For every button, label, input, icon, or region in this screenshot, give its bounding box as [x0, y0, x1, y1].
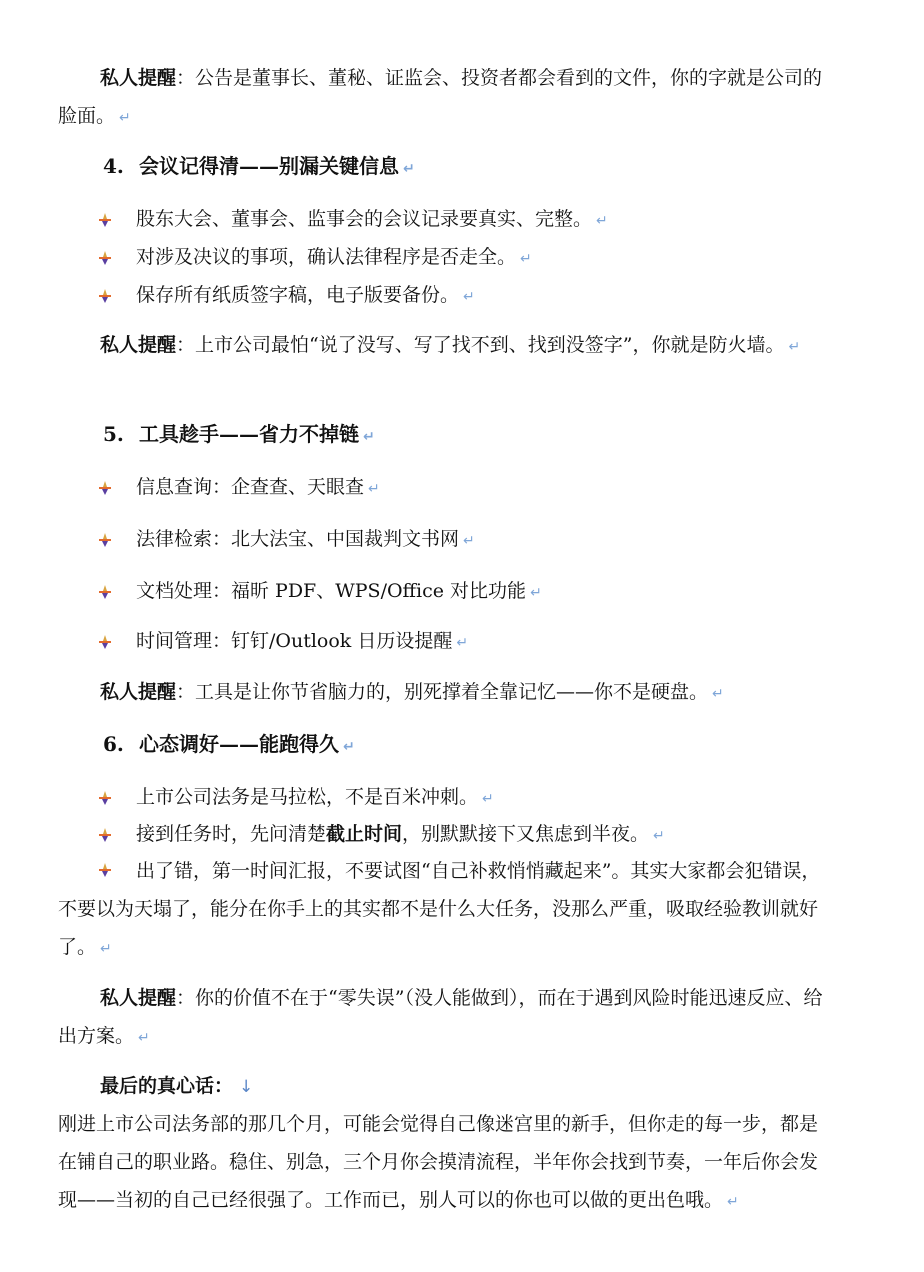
- list-item: 上市公司法务是马拉松，不是百米冲刺。 ↵: [98, 782, 494, 814]
- bullet-icon: [98, 481, 136, 495]
- bullet-icon: [98, 585, 136, 599]
- reminder-label: 私人提醒: [100, 681, 177, 703]
- section-heading-6: 6. 心态调好——能跑得久 ↵: [103, 732, 355, 756]
- bullet-icon: [98, 251, 136, 265]
- list-item: 股东大会、董事会、监事会的会议记录要真实、完整。 ↵: [98, 204, 608, 236]
- reminder-text: 公告是董事长、董秘、证监会、投资者都会看到的文件，你的字就是公司的脸面。: [58, 67, 823, 127]
- bullet-icon: [98, 791, 136, 805]
- list-item: 接到任务时，先问清楚截止时间，别默默接下又焦虑到半夜。 ↵: [98, 819, 665, 851]
- bullet-icon: [98, 635, 136, 649]
- list-item: 信息查询：企查查、天眼查 ↵: [98, 472, 380, 504]
- reminder-text: 工具是让你节省脑力的，别死撑着全靠记忆——你不是硬盘。: [195, 681, 709, 703]
- reminder-paragraph-4: 私人提醒：你的价值不在于“零失误”（没人能做到），而在于遇到风险时能迅速反应、给出方案。 ↵: [58, 987, 823, 1047]
- list-item: 时间管理：钉钉/Outlook 日历设提醒 ↵: [98, 626, 468, 658]
- bullet-icon: [98, 213, 136, 227]
- bullet-icon: [98, 852, 136, 890]
- paragraph-mark-icon: ↵: [403, 161, 415, 177]
- list-item: 保存所有纸质签字稿，电子版要备份。 ↵: [98, 280, 475, 312]
- reminder-text: 上市公司最怕“说了没写、写了找不到、找到没签字”，你就是防火墙。: [195, 334, 785, 356]
- reminder-paragraph-3: 私人提醒：工具是让你节省脑力的，别死撑着全靠记忆——你不是硬盘。 ↵: [100, 681, 724, 703]
- final-heading: 最后的真心话： ↓: [100, 1075, 254, 1097]
- paragraph-mark-icon: ↵: [119, 110, 131, 126]
- bullet-icon: [98, 828, 136, 842]
- line-break-arrow-icon: ↓: [239, 1077, 254, 1097]
- section-heading-5: 5. 工具趁手——省力不掉链 ↵: [103, 422, 375, 446]
- emphasis-text: 截止时间: [326, 823, 403, 845]
- section-heading-4: 4. 会议记得清——别漏关键信息 ↵: [103, 154, 415, 178]
- reminder-label: 私人提醒: [100, 987, 177, 1009]
- reminder-label: 私人提醒: [100, 334, 177, 356]
- list-item: 对涉及决议的事项，确认法律程序是否走全。 ↵: [98, 242, 532, 274]
- bullet-icon: [98, 289, 136, 303]
- reminder-paragraph-2: 私人提醒：上市公司最怕“说了没写、写了找不到、找到没签字”，你就是防火墙。 ↵: [100, 334, 801, 356]
- bullet-icon: [98, 533, 136, 547]
- final-paragraph: 刚进上市公司法务部的那几个月，可能会觉得自己像迷宫里的新手，但你走的每一步，都是在铺自己的职业路。稳住、别急，三个月你会摸清流程，半年你会找到节奏，一年后你会发现——当初的自己已经很强了。工作而已，别人可以的你也可以做的更出色哦。 ↵: [58, 1113, 819, 1211]
- list-item-long: 出了错，第一时间汇报，不要试图“自己补救悄悄藏起来”。其实大家都会犯错误，不要以为天塌了，能分在你手上的其实都不是什么大任务，没那么严重，吸取经验教训就好了。 ↵: [58, 852, 828, 968]
- reminder-text: 你的价值不在于“零失误”（没人能做到），而在于遇到风险时能迅速反应、给出方案。: [58, 987, 823, 1047]
- reminder-label: 私人提醒: [100, 67, 177, 89]
- list-item: 法律检索：北大法宝、中国裁判文书网 ↵: [98, 524, 475, 556]
- list-item: 文档处理：福昕 PDF、WPS/Office 对比功能 ↵: [98, 576, 542, 608]
- reminder-paragraph-1: 私人提醒：公告是董事长、董秘、证监会、投资者都会看到的文件，你的字就是公司的脸面。 ↵: [58, 67, 823, 127]
